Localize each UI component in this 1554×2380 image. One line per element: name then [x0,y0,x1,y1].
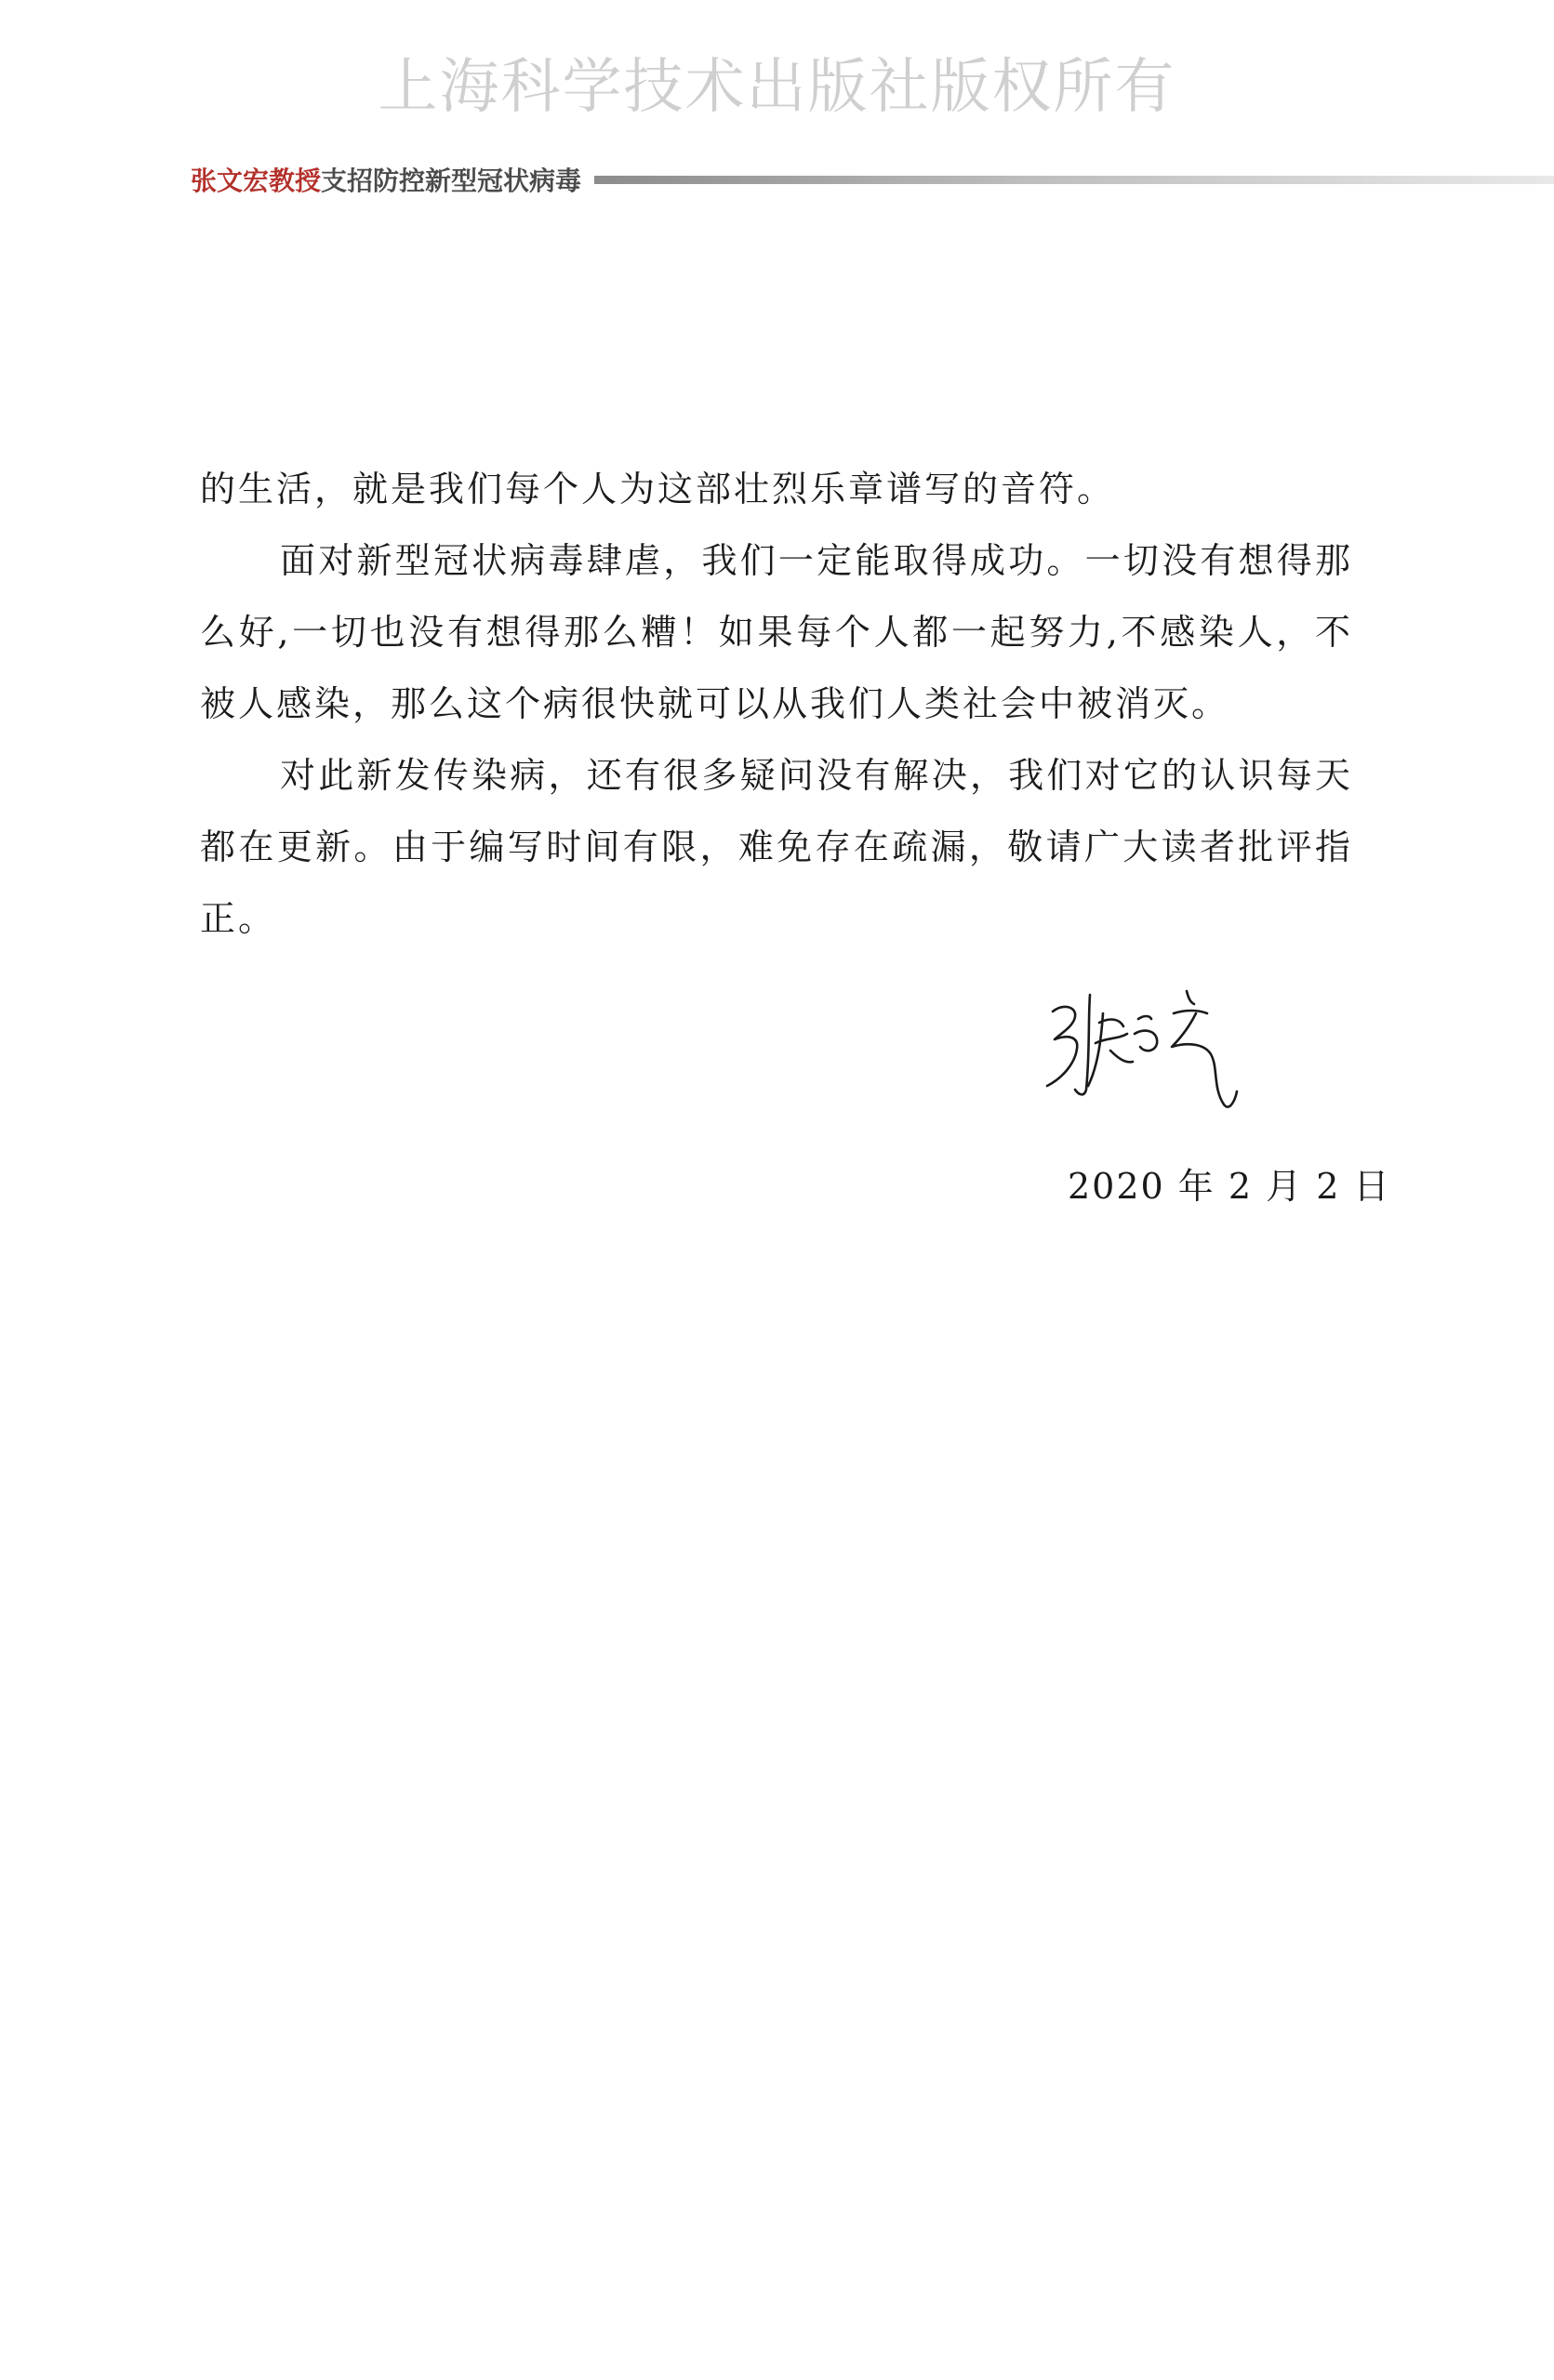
paragraph: 的生活，就是我们每个人为这部壮烈乐章谱写的音符。 [200,469,1116,509]
paragraph: 对此新发传染病，还有很多疑问没有解决，我们对它的认识每天都在更新。由于编写时间有限，难免存在疏漏，敬请广大读者批评指正。 [200,755,1353,939]
running-header [191,158,1554,201]
handwritten-signature [1042,985,1265,1125]
header-rule [594,176,1554,184]
copyright-watermark: 上海科学技术出版社版权所有 [378,53,1176,122]
body-text [200,454,1353,955]
paragraph: 面对新型冠状病毒肆虐，我们一定能取得成功。一切没有想得那么好,一切也没有想得那么糟！如果每个人都一起努力,不感染人，不被人感染，那么这个病很快就可以从我们人类社会中被消灭。 [200,540,1353,724]
header-book-title: 支招防控新型冠状病毒 [321,165,582,196]
header-author: 张文宏教授 [191,165,322,196]
date: 2020 年 2 月 2 日 [1068,1166,1391,1207]
